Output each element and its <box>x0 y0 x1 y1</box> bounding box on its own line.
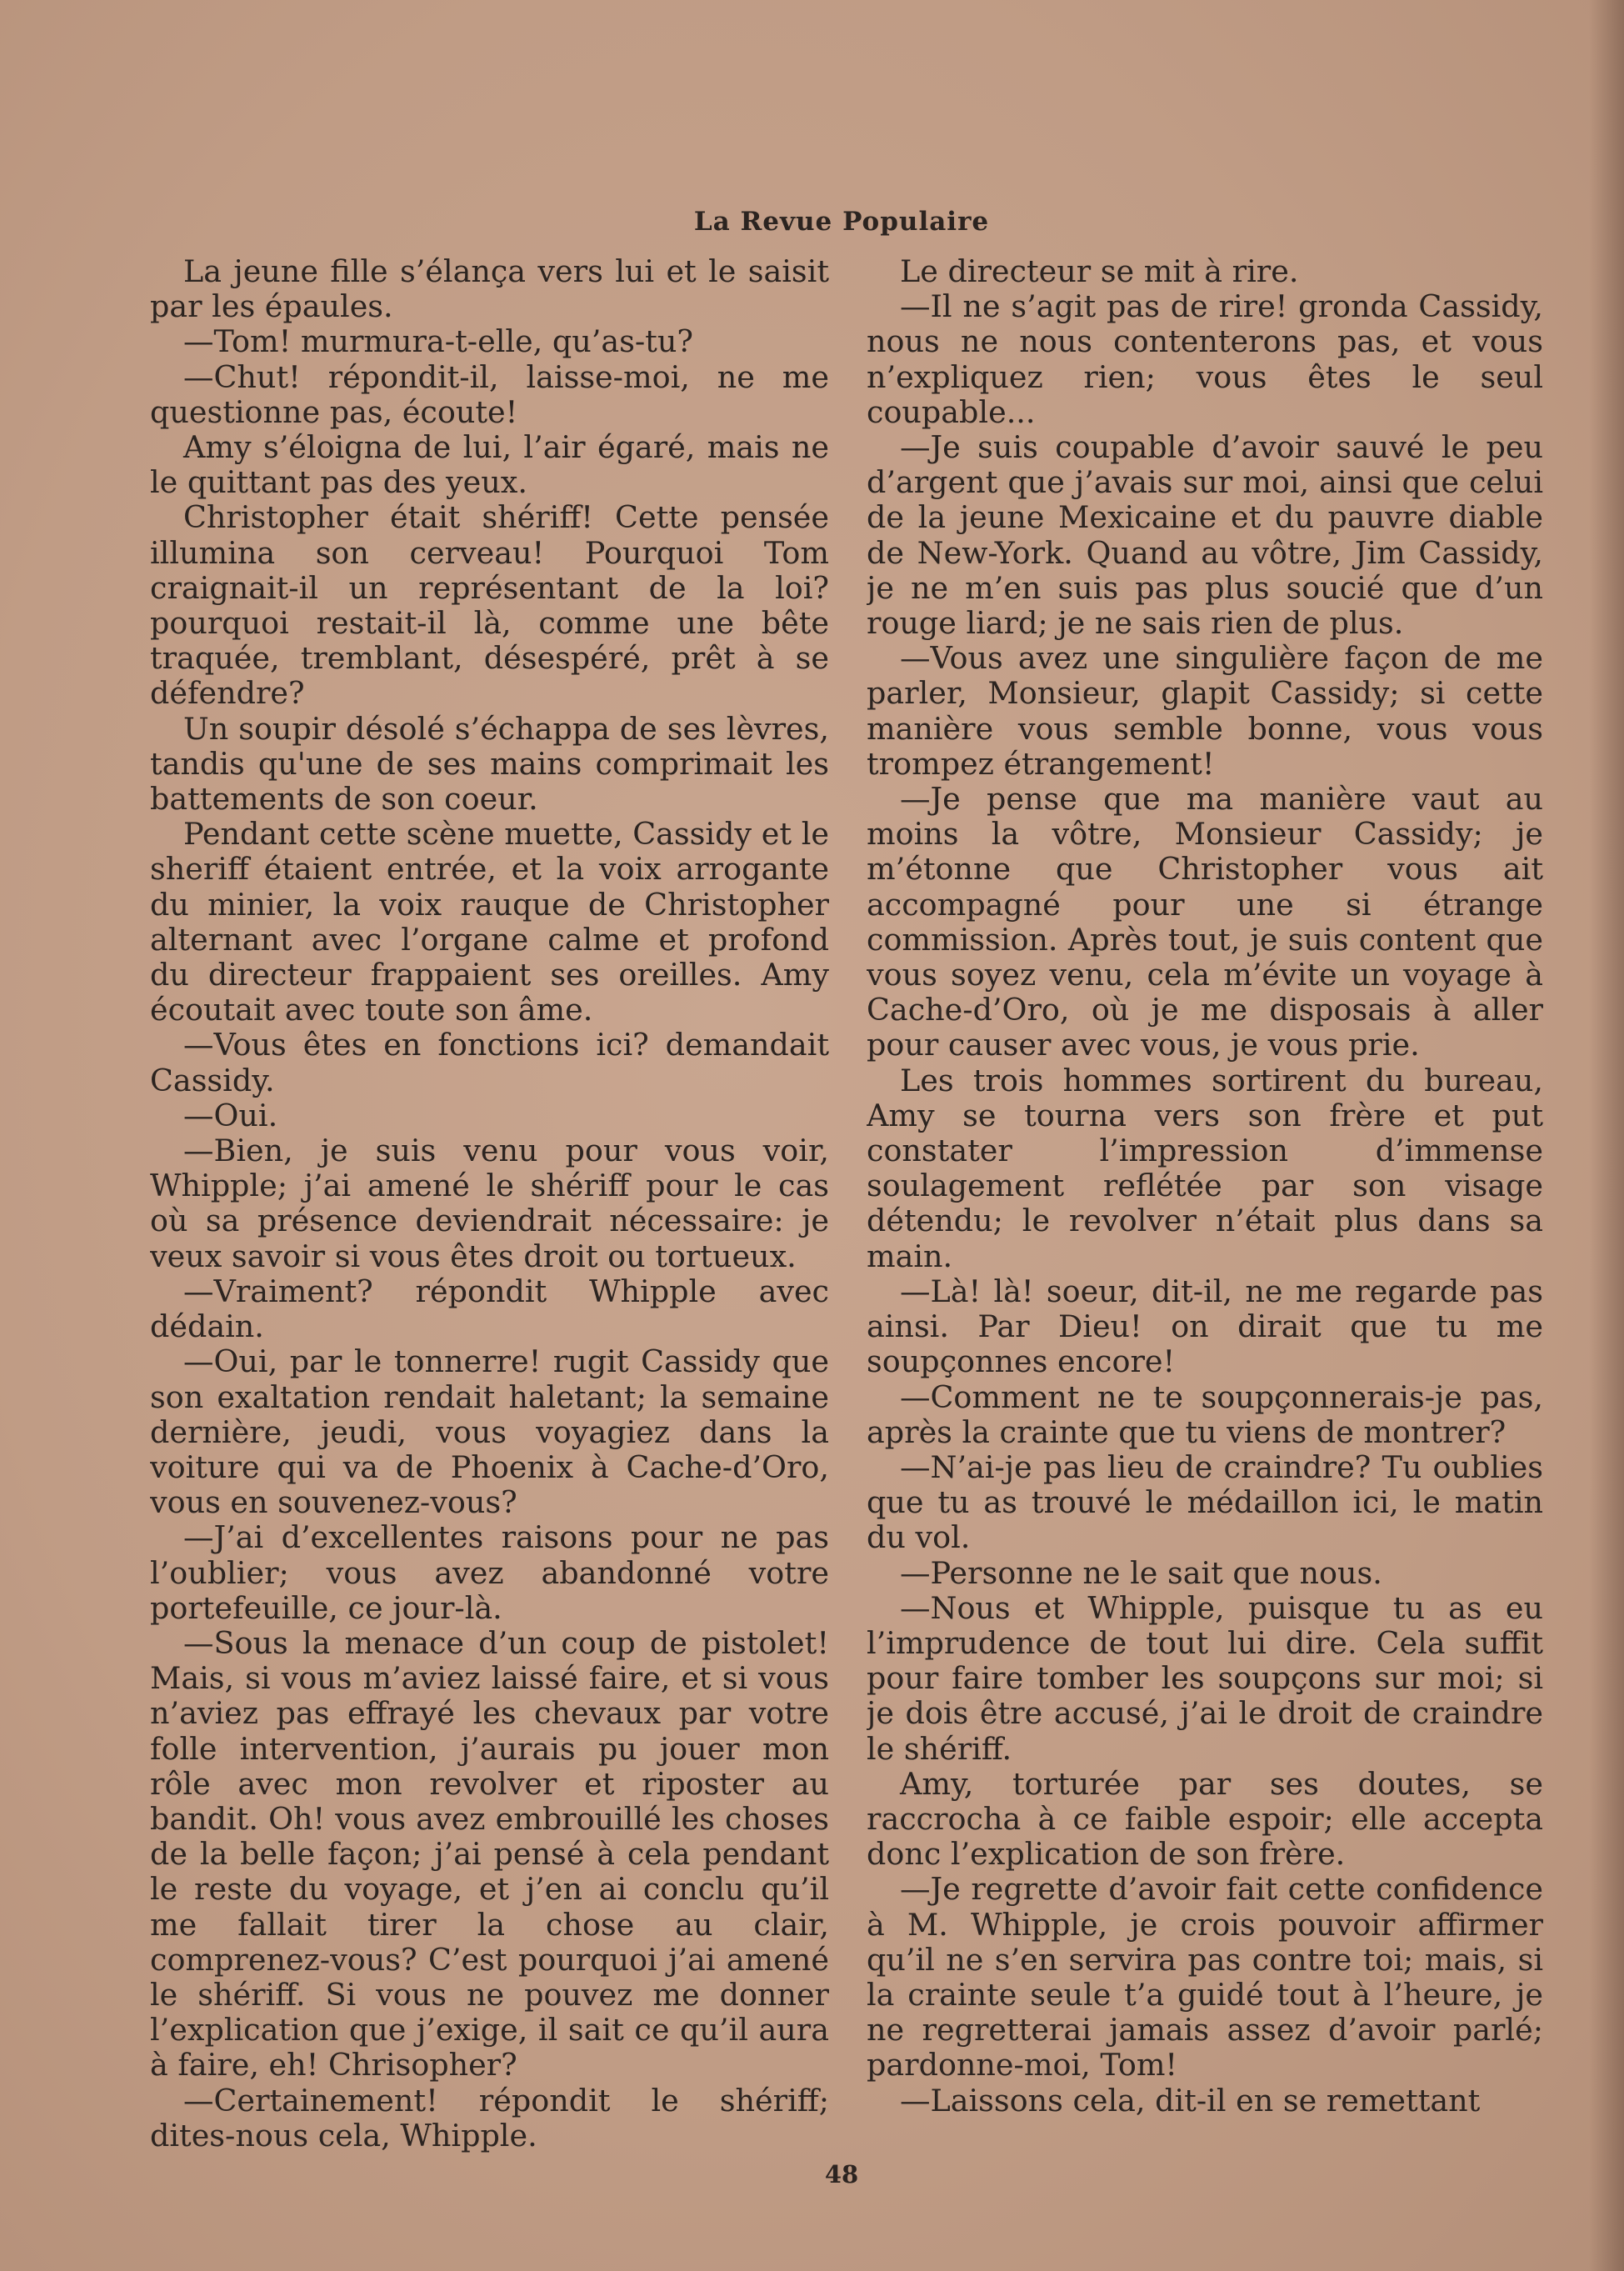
paragraph: —Je pense que ma manière vaut au moins la vôtre, Monsieur Cassidy; je m’étonne que Christopher vous ait accompagné pour une si étrange commission. Après tout, je suis content que vous soyez venu, cela m’évite un voyage à Cache-d’Oro, où je me disposais à aller pour causer avec vous, je vous prie. <box>867 781 1543 1063</box>
paragraph: —Vous êtes en fonctions ici? demandait Cassidy. <box>150 1027 829 1098</box>
paragraph: —J’ai d’excellentes raisons pour ne pas l’oublier; vous avez abandonné votre portefeuille, ce jour-là. <box>150 1519 829 1626</box>
paragraph: —Oui, par le tonnerre! rugit Cassidy que son exaltation rendait haletant; la semaine dernière, jeudi, vous voyagiez dans la voiture qui va de Phoenix à Cache-d’Oro, vous en souvenez-vous? <box>150 1343 829 1521</box>
running-header: La Revue Populaire <box>693 207 990 237</box>
paragraph: —Sous la menace d’un coup de pistolet! Mais, si vous m’aviez laissé faire, et si vous n’aviez pas effrayé les chevaux par votre folle intervention, j’aurais pu jouer mon rôle avec mon revolver et riposter au bandit. Oh! vous avez embrouillé les choses de la belle façon; j’ai pensé à cela pendant le reste du voyage, et j’en ai conclu qu’il me fallait tirer la chose au clair, comprenez-vous? C’est pourquoi j’ai amené le shériff. Si vous ne pouvez me donner l’explication que j’exige, il sait ce qu’il aura à faire, eh! Chrisopher? <box>150 1624 829 2083</box>
paragraph: —Là! là! soeur, dit-il, ne me regarde pas ainsi. Par Dieu! on dirait que tu me soupçonnes encore! <box>867 1273 1543 1380</box>
paragraph: —Il ne s’agit pas de rire! gronda Cassidy, nous ne nous contenterons pas, et vous n’expliquez rien; vous êtes le seul coupable... <box>867 288 1543 430</box>
page-edge-shadow <box>1589 0 1624 2271</box>
paragraph: —Laissons cela, dit-il en se remettant <box>900 2082 1481 2118</box>
paragraph: —Certainement! répondit le shériff; dites-nous cela, Whipple. <box>150 2082 829 2153</box>
paragraph: —Tom! murmura-t-elle, qu’as-tu? <box>183 323 693 360</box>
paragraph: —Vous avez une singulière façon de me parler, Monsieur, glapit Cassidy; si cette manière vous semble bonne, vous vous trompez étrangement! <box>867 640 1543 782</box>
page-number: 48 <box>824 2160 859 2188</box>
paragraph: —Je regrette d’avoir fait cette confidence à M. Whipple, je crois pouvoir affirmer qu’il ne s’en servira pas contre toi; mais, si la crainte seule t’a guidé tout à l’heure, je ne regretterai jamais assez d’avoir parlé; pardonne-moi, Tom! <box>867 1871 1543 2083</box>
paragraph: Christopher était shériff! Cette pensée illumina son cerveau! Pourquoi Tom craignait-il un représentant de la loi? pourquoi restait-il là, comme une bête traquée, tremblant, désespéré, prêt à se défendre? <box>150 499 829 712</box>
paragraph: Les trois hommes sortirent du bureau, Amy se tourna vers son frère et put constater l’impression d’immense soulagement reflétée par son visage détendu; le revolver n’était plus dans sa main. <box>867 1062 1543 1274</box>
paragraph: —Oui. <box>183 1097 278 1133</box>
paragraph: —Bien, je suis venu pour vous voir, Whipple; j’ai amené le shériff pour le cas où sa présence deviendrait nécessaire: je veux savoir si vous êtes droit ou tortueux. <box>150 1133 829 1274</box>
paragraph: La jeune fille s’élança vers lui et le saisit par les épaules. <box>150 254 829 325</box>
paragraph: Le directeur se mit à rire. <box>900 254 1299 289</box>
paragraph: —N’ai-je pas lieu de craindre? Tu oublies que tu as trouvé le médaillon ici, le matin du vol. <box>867 1448 1543 1556</box>
paragraph: Un soupir désolé s’échappa de ses lèvres, tandis qu'une de ses mains comprimait les battements de son coeur. <box>150 710 829 818</box>
right-column <box>867 254 1543 2171</box>
left-column <box>150 254 829 2171</box>
paragraph: —Nous et Whipple, puisque tu as eu l’imprudence de tout lui dire. Cela suffit pour faire tomber les soupçons sur moi; si je dois être accusé, j’ai le droit de craindre le shériff. <box>867 1589 1543 1767</box>
paragraph: Pendant cette scène muette, Cassidy et le sheriff étaient entrée, et la voix arrogante du minier, la voix rauque de Christopher alternant avec l’organe calme et profond du directeur frappaient ses oreilles. Amy écoutait avec toute son âme. <box>150 816 829 1028</box>
paragraph: —Je suis coupable d’avoir sauvé le peu d’argent que j’avais sur moi, ainsi que celui de la jeune Mexicaine et du pauvre diable de New-York. Quand au vôtre, Jim Cassidy, je ne m’en suis pas plus soucié que d’un rouge liard; je ne sais rien de plus. <box>867 429 1543 642</box>
paragraph: —Vraiment? répondit Whipple avec dédain. <box>150 1273 829 1345</box>
paragraph: —Chut! répondit-il, laisse-moi, ne me questionne pas, écoute! <box>150 358 829 430</box>
paragraph: Amy s’éloigna de lui, l’air égaré, mais ne le quittant pas des yeux. <box>150 429 829 501</box>
paragraph: Amy, torturée par ses doutes, se raccrocha à ce faible espoir; elle accepta donc l’explication de son frère. <box>867 1765 1543 1873</box>
paragraph: —Personne ne le sait que nous. <box>900 1554 1382 1591</box>
paragraph: —Comment ne te soupçonnerais-je pas, après la crainte que tu viens de montrer? <box>867 1378 1543 1450</box>
